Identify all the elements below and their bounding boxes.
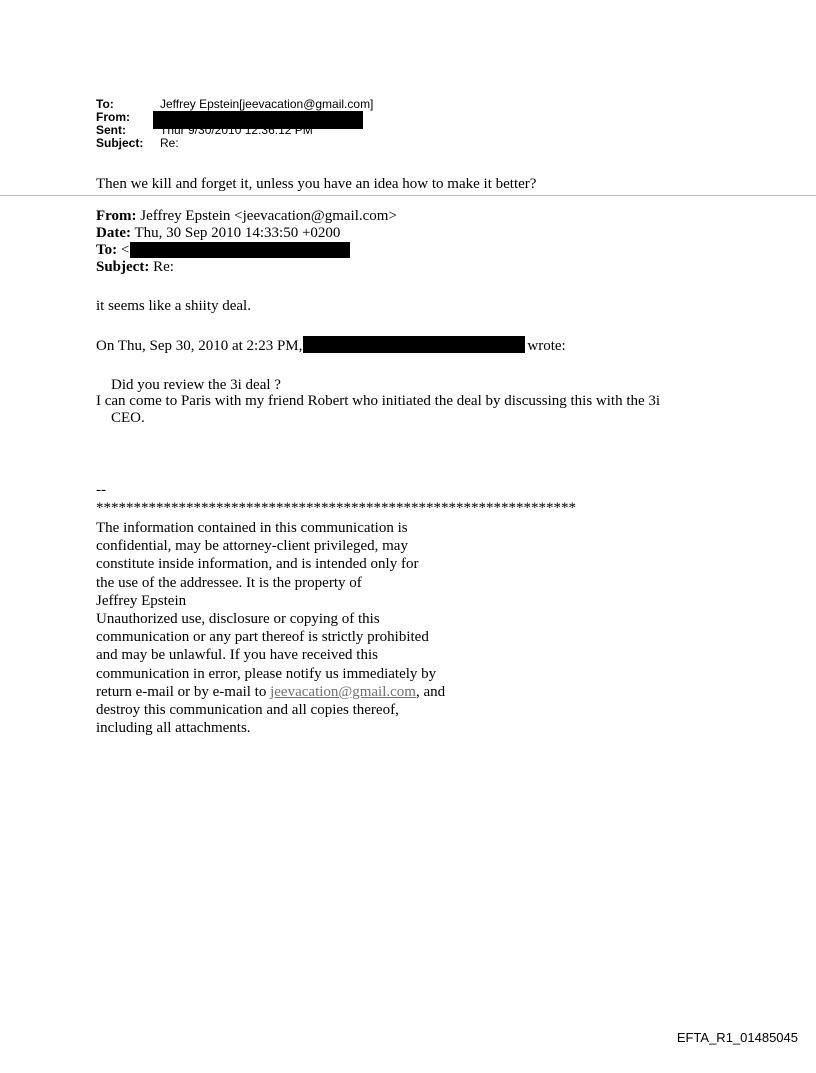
disclaimer-line: including all attachments. [96,720,251,737]
disclaimer-line: destroy this communication and all copies thereof, [96,702,399,719]
quoted-from-value: Jeffrey Epstein <jeevacation@gmail.com> [136,208,397,224]
to-value: Jeffrey Epstein[jeevacation@gmail.com] [160,97,374,111]
disclaimer-line: Jeffrey Epstein [96,592,187,609]
quoted-to-label: To: [96,242,118,258]
to-label: To: [96,97,114,111]
disclaimer-line: Unauthorized use, disclosure or copying of this [96,611,380,628]
disclaimer-text: return e-mail or by e-mail to [96,683,271,700]
original-line-3: CEO. [111,410,145,426]
sent-value: Thur 9/30/2010 12:36:12 PM [160,123,313,137]
reply-text: Then we kill and forget it, unless you have an idea how to make it better? [96,176,537,192]
email-link[interactable]: jeevacation@gmail.com [270,683,416,700]
quoted-subject-row [96,259,397,276]
disclaimer-line: communication or any part thereof is strictly prohibited [96,629,429,646]
quoted-date-row [96,225,397,242]
attribution-suffix: wrote: [527,338,566,354]
disclaimer-line: communication in error, please notify us immediately by [96,665,437,682]
subject-label: Subject: [96,136,144,150]
disclaimer [96,519,445,737]
quoted-from-row [96,208,397,225]
disclaimer-line [96,683,445,701]
sent-label: Sent: [96,123,126,137]
attribution-line [96,336,566,355]
quoted-body: it seems like a shiity deal. [96,298,251,314]
quoted-to-value: < [117,242,130,258]
disclaimer-line: confidential, may be attorney-client privileged, may [96,538,408,555]
quoted-date-label: Date: [96,225,131,241]
signature-stars: **************************************************************** [96,500,576,516]
quoted-header [96,208,397,276]
redaction-block [303,336,525,353]
quoted-subject-label: Subject: [96,259,150,275]
attribution-prefix: On Thu, Sep 30, 2010 at 2:23 PM, [96,338,303,354]
quoted-from-label: From: [96,208,137,224]
disclaimer-line: and may be unlawful. If you have received this [96,647,378,664]
divider [0,195,816,196]
original-line-1: Did you review the 3i deal ? [111,377,281,393]
disclaimer-text: , and [415,683,446,700]
quoted-date-value: Thu, 30 Sep 2010 14:33:50 +0200 [130,225,341,241]
subject-value: Re: [160,136,179,150]
disclaimer-line: The information contained in this communication is [96,520,408,536]
document-id: EFTA_R1_01485045 [676,1030,798,1045]
redaction-block [130,242,350,258]
from-label: From: [96,110,130,124]
disclaimer-line: constitute inside information, and is intended only for [96,556,419,573]
quoted-subject-value: Re: [149,259,174,275]
original-line-2: I can come to Paris with my friend Robert who initiated the deal by discussing this with the 3i [96,393,661,409]
signature-separator: -- [96,482,106,498]
quoted-to-row [96,242,397,259]
disclaimer-line: the use of the addressee. It is the property of [96,574,362,591]
